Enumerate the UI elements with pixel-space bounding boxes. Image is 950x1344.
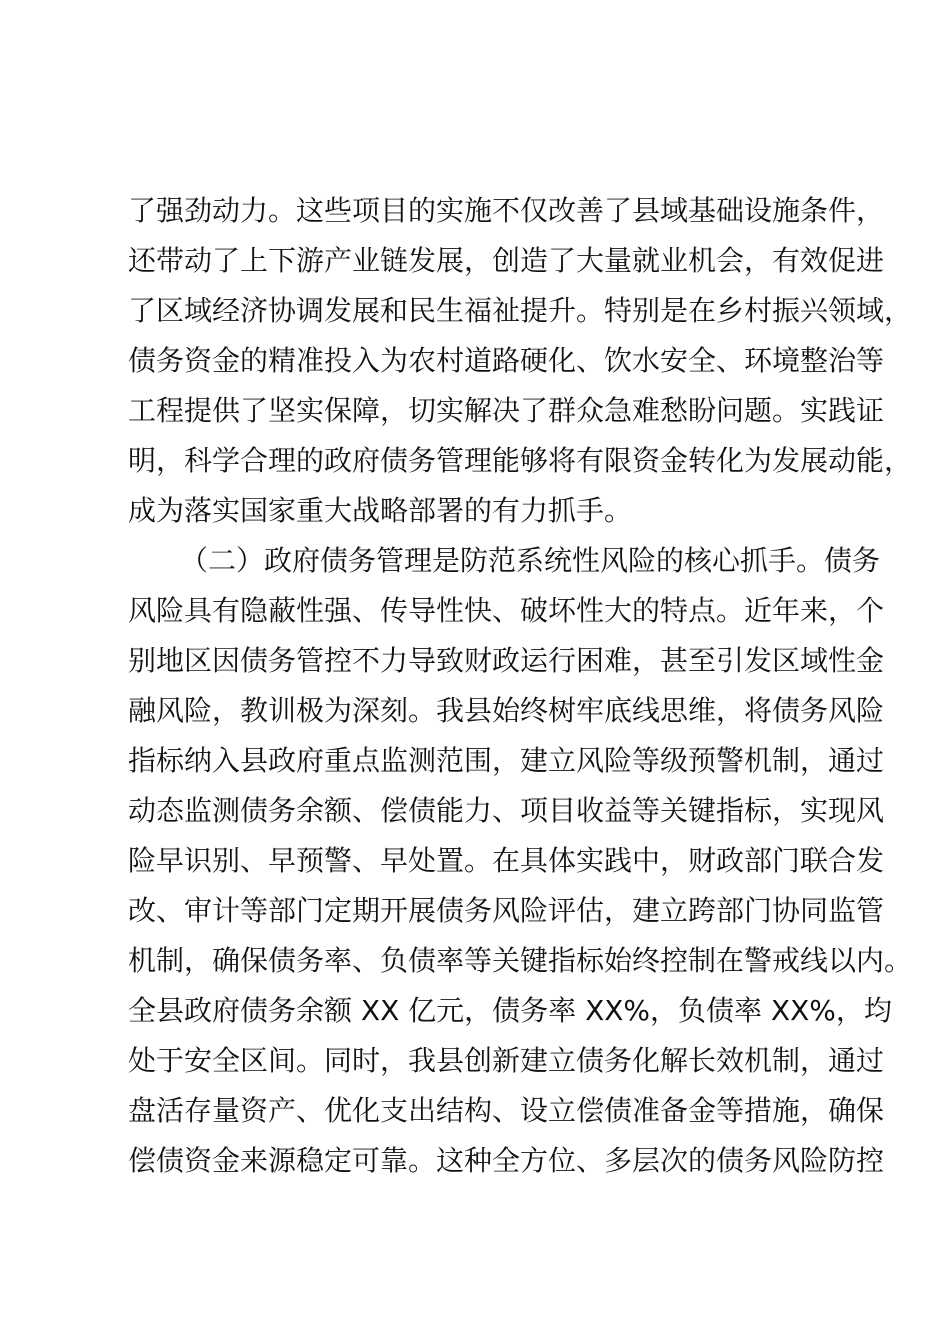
text-line: 别地区因债务管控不力导致财政运行困难，甚至引发区域性金	[128, 644, 885, 677]
text-line: 融风险，教训极为深刻。我县始终树牢底线思维，将债务风险	[128, 694, 885, 727]
text-line: 机制，确保债务率、负债率等关键指标始终控制在警戒线以内。	[128, 944, 913, 977]
text-line: 了区域经济协调发展和民生福祉提升。特别是在乡村振兴领域，	[128, 294, 913, 327]
text-line: 风险具有隐蔽性强、传导性快、破坏性大的特点。近年来，个	[128, 594, 885, 627]
text-line: 险早识别、早预警、早处置。在具体实践中，财政部门联合发	[128, 844, 885, 877]
text-line: 工程提供了坚实保障，切实解决了群众急难愁盼问题。实践证	[128, 394, 885, 427]
text-line: 债务资金的精准投入为农村道路硬化、饮水安全、环境整治等	[128, 344, 885, 377]
text-line: 还带动了上下游产业链发展，创造了大量就业机会，有效促进	[128, 244, 885, 277]
text-line: 成为落实国家重大战略部署的有力抓手。	[128, 494, 633, 527]
text-line: 处于安全区间。同时，我县创新建立债务化解长效机制，通过	[128, 1044, 885, 1077]
text-line: 偿债资金来源稳定可靠。这种全方位、多层次的债务风险防控	[128, 1144, 885, 1177]
section-heading-line: （二）政府债务管理是防范系统性风险的核心抓手。债务	[180, 544, 881, 577]
document-body	[128, 186, 913, 1186]
text-line: 改、审计等部门定期开展债务风险评估，建立跨部门协同监管	[128, 894, 885, 927]
text-line: 了强劲动力。这些项目的实施不仅改善了县域基础设施条件，	[128, 194, 885, 227]
text-line: 指标纳入县政府重点监测范围，建立风险等级预警机制，通过	[128, 744, 885, 777]
text-line: 明，科学合理的政府债务管理能够将有限资金转化为发展动能，	[128, 444, 913, 477]
text-line: 盘活存量资产、优化支出结构、设立偿债准备金等措施，确保	[128, 1094, 885, 1127]
text-line: 动态监测债务余额、偿债能力、项目收益等关键指标，实现风	[128, 794, 885, 827]
text-line: 全县政府债务余额 XX 亿元，债务率 XX%，负债率 XX%，均	[128, 994, 892, 1027]
